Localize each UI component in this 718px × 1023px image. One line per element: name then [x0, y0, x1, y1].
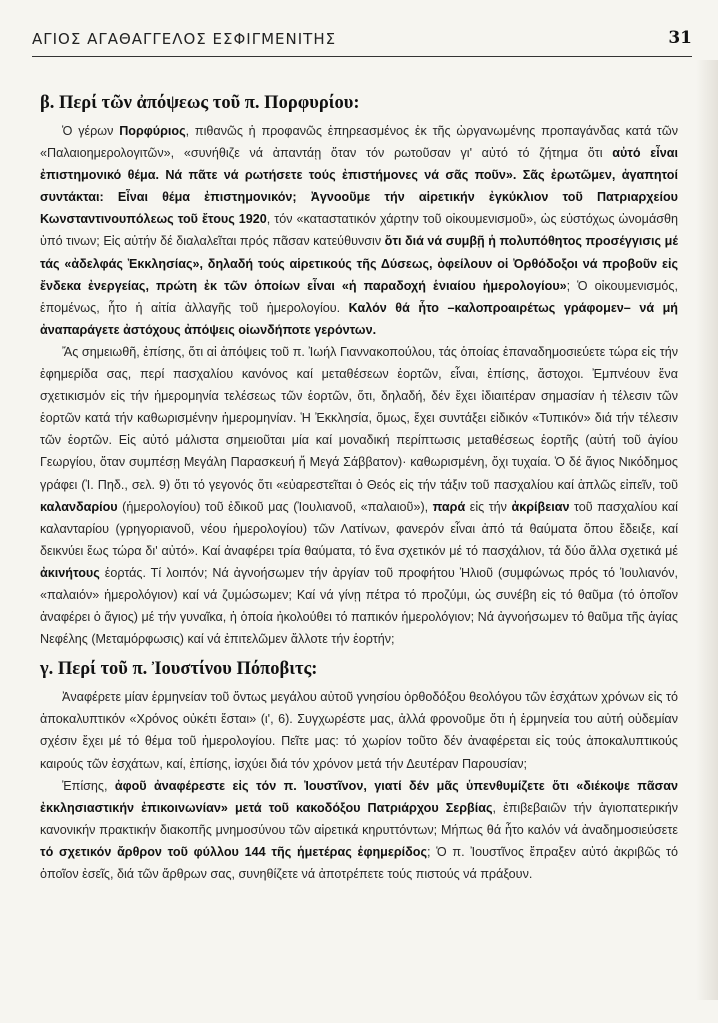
- text-run: ; Ὁ π. Ἰουστῖνος ἔπραξεν αὐτό ἀκριβῶς τό ὁποῖον ἐσεῖς, διά τῶν ἄρθρων σας, συνηθίζετε νά ἀποτρέπετε τούς πιστούς νά πράξουν.: [40, 844, 678, 881]
- bold-run: τό σχετικόν ἄρθρον τοῦ φύλλου 144 τῆς ἡμετέρας ἐφημερίδος: [40, 844, 428, 859]
- text-run: εἰς τήν: [465, 499, 512, 514]
- text-run: Ὁ γέρων: [62, 124, 120, 138]
- section-b-paragraph-1: [40, 120, 678, 341]
- bold-run: ἀκινήτους: [40, 565, 100, 580]
- text-run: , τόν «καταστατικόν χάρτην τοῦ οἰκουμενισμοῦ», ὡς εὐστόχως ὠνομάσθη ὑπό τινων; Εἰς αὐτήν δέ διαλαλεῖται πρός πᾶσαν κατεύθυνσιν: [40, 212, 678, 249]
- bold-run: ὅτι διά νά συμβῇ ἡ πολυπόθητος προσέγγισις μέ τάς «ἀδελφάς Ἐκκλησίας», δηλαδή τούς αἱρετικούς τῆς Δύσεως, ὀφείλουν οἱ Ὀρθόδοξοι νά προβοῦν εἰς ἔνδεκα ἐνεργείας, πρώτη ἐκ τῶν ὁποίων εἶναι «ἡ παραδοχή ἑνιαίου ἡμερολογίου»: [40, 234, 679, 293]
- section-g-paragraph-2: [40, 775, 678, 885]
- bold-run: καλανδαρίου: [40, 499, 118, 514]
- running-header: [32, 26, 692, 57]
- page-number: 31: [668, 28, 692, 48]
- bold-run: ἀκρίβειαν: [511, 499, 570, 514]
- bold-run: Καλόν θά ἦτο –καλοπροαιρέτως γράφομεν– νά μή ἀναπαράγετε ἀστόχους ἀπόψεις οἱωνδήποτε γερόντων.: [40, 300, 678, 337]
- text-run: ἑορτάς. Τί λοιπόν; Νά ἀγνοήσωμεν τήν ἀργίαν τοῦ προφήτου Ἠλιοῦ (συμφώνως πρός τό Ἰουλιανόν, «παλαιόν» ἡμερολόγιον) καί νά ζυμώσωμεν; Καί νά γίνῃ πέτρα τό προζύμι, ὡς συνέβη εἰς τό θαῦμα (τό ὁποῖον ἀναφέρει ὁ ἅγιος) μέ τήν γυναῖκα, ἡ ὁποία ἠκολούθει τό παπικόν ἡμερολόγιον; Νά ἀγνοήσωμεν τό θαῦμα τῆς ἁγίας Νεφέλης (Μεταμόρφωσις) καί νά ἐπιτελῶμεν ἄλλοτε τήν ἑορτήν;: [40, 565, 678, 647]
- text-run: (ἡμερολογίου) τοῦ ἐδικοῦ μας (Ἰουλιανοῦ, «παλαιοῦ»),: [117, 499, 433, 514]
- text-run: τοῦ πασχαλίου καί καλανταρίου (γρηγοριανοῦ, νέου ἡμερολογίου) τῶν Λατίνων, φανερόν εἶναι ἀπό τά θαύματα ὅπου ἔδειξε, καί δεικνύει ἕως τώρα δι' αὐτό». Καί ἀναφέρει τρία θαύματα, τό ἕνα σχετικόν μέ τό πασχάλιον, τά δύο ἄλλα σχετικά μέ: [40, 499, 678, 558]
- section-g-paragraph-1: Ἀναφέρετε μίαν ἑρμηνείαν τοῦ ὄντως μεγάλου αὐτοῦ γνησίου ὀρθοδόξου θεολόγου τῶν ἐσχάτων χρόνων εἰς τό ἀποκαλυπτικόν «Χρόνος οὐκέτι ἔσται» (ι', 6). Συγχωρέστε μας, ἀλλά φρονοῦμε ὅτι ἡ ἑρμηνεία του αὐτή οὐδεμίαν σχέσιν ἔχει μέ τό θέμα τοῦ ἡμερολογίου. Πεῖτε μας: τό χωρίον τοῦτο δέν ἀναφέρεται εἰς τούς ἀποκαλυπτικούς καιρούς τῶν ἐσχάτων, καί, ἐπίσης, ἰσχύει διά τόν χρόνον μετά τήν Δευτέραν Παρουσίαν;: [40, 690, 678, 771]
- section-b-heading: β. Περί τῶν ἀπόψεως τοῦ π. Πορφυρίου:: [40, 93, 360, 113]
- text-run: ; Ὁ οἰκουμενισμός, ἑπομένως, ἦτο ἡ αἰτία ἀλλαγῆς τοῦ ἡμερολογίου.: [40, 278, 679, 315]
- text-run: Ἄς σημειωθῆ, ἐπίσης, ὅτι αἱ ἀπόψεις τοῦ π. Ἰωήλ Γιαννακοπούλου, τάς ὁποίας ἐπαναδημοσιεύετε τώρα εἰς τήν ἐφημερίδα σας, περί πασχαλίου κανόνος καί μεταθέσεων ἑορτῶν, εἶναι, ἐπίσης, ἄστοχοι. Ἐμπνέουν ἕνα σχετικισμόν εἰς τήν ἡμερομηνία τελέσεως τῶν ἑορτῶν, ὅτι, δηλαδή, δέν ἔχει ἰδιαιτέραν σημασίαν ἡ τέλεσιν τῶν ἑορτῶν κατά τήν καθωρισμένην ἡμερομηνίαν. Ἡ Ἐκκλησία, ὅμως, ἔχει συντάξει εἰδικόν «Τυπικόν» διά τήν τέλεσιν τῶν ἑορτῶν. Εἰς αὐτό μάλιστα σημειοῦται μία καί μοναδική περίπτωσις μεταθέσεως ἑορτῆς (αὐτή τοῦ ἁγίου Γεωργίου, ὅταν συμπέσῃ Μεγάλη Παρασκευή ἤ Μεγά Σάββατον)· καθωρισμένη, ὄχι τυχαία. Ὁ δέ ἅγιος Νικόδημος γράφει (Ἰ. Πηδ., σελ. 9) ὅτι τό γεγονός ὅτι «εὐαρεστεῖται ὁ Θεός εἰς τήν τάξιν τοῦ πασχαλίου καί ἁπλῶς εἰπεῖν, τοῦ: [40, 344, 678, 492]
- bold-run: αὐτό εἶναι ἐπιστημονικό θέμα. Νά πᾶτε νά ρωτήσετε τούς ἐπιστήμονες νά σᾶς ποῦν». Σᾶς ἐρωτῶμεν, ἀγαπητοί συντάκται: Εἶναι θέμα ἐπιστημονικόν; Ἀγνοοῦμε τήν αἱρετικήν ἐγκύκλιον τοῦ Πατριαρχείου Κωνσταντινουπόλεως τοῦ ἔτους 1920: [40, 146, 679, 227]
- section-b: [40, 92, 678, 650]
- section-g-heading: γ. Περί τοῦ π. Ἰουστίνου Πόποβιτς:: [40, 659, 318, 680]
- text-run: , ἐπιβεβαιῶν τήν ἁγιοπατερικήν κανονικήν πρακτικήν διακοπῆς μνημοσύνου τῶν αἱρετικά κηρυττόντων; Μήπως θά ἦτο καλόν νά ἀναδημοσιεύσετε: [40, 800, 679, 837]
- page-body: [40, 92, 678, 893]
- text-run: Ἐπίσης,: [62, 778, 115, 793]
- section-g: [40, 658, 678, 885]
- text-run: , πιθανῶς ἡ προφανῶς ἐπηρεασμένος ἐκ τῆς ὠργανωμένης προπαγάνδας κατά τῶν «Παλαιοημερολογιτῶν», «συνήθιζε νά ἀπαντάῃ ὅταν τόν ρωτοῦσαν γι' αὐτό τό ζήτημα ὅτι: [40, 124, 678, 161]
- bold-run: Πορφύριος: [119, 124, 186, 138]
- section-b-paragraph-2: [40, 341, 678, 650]
- running-title: ΑΓΙΟΣ ΑΓΑΘΑΓΓΕΛΟΣ ΕΣΦΙΓΜΕΝΙΤΗΣ: [32, 30, 337, 48]
- bold-run: παρά: [432, 499, 466, 514]
- bold-run: ἀφοῦ ἀναφέρεστε εἰς τόν π. Ἰουστῖνον, γιατί δέν μᾶς ὑπενθυμίζετε ὅτι «διέκοψε πᾶσαν ἐκκλησιαστικήν ἐπικοινωνίαν» μετά τοῦ κακοδόξου Πατριάρχου Σερβίας: [40, 778, 678, 815]
- page-edge-shadow: [696, 60, 718, 1000]
